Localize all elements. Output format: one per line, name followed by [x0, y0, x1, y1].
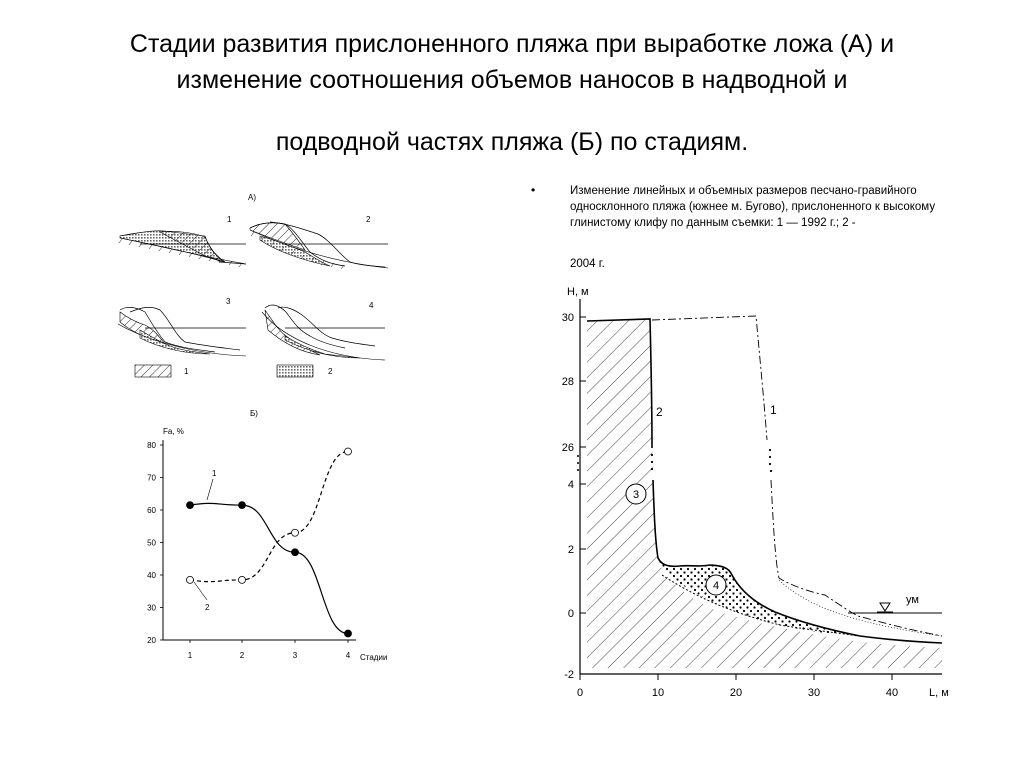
series-line-1: [190, 503, 348, 633]
series-1-point: [345, 630, 352, 637]
y-tick-30: 30: [561, 312, 574, 324]
series-1-leader: [207, 479, 213, 500]
y-tick-4: 4: [567, 479, 574, 491]
beach-profile: [562, 286, 949, 699]
series-2-leader: [194, 582, 207, 600]
x-tick-30: 30: [807, 687, 821, 699]
series-1-point: [292, 549, 299, 556]
series-2-point: [292, 529, 299, 536]
panel-b-label: Б): [250, 409, 258, 418]
stage-3-label: 3: [226, 297, 231, 306]
stage-3-sketch: [118, 297, 246, 356]
y-tick-2: 2: [567, 544, 574, 556]
y-tick-neg2: -2: [564, 669, 574, 681]
y-tick-label: 30: [147, 603, 156, 613]
series-1-point: [239, 502, 246, 509]
x-tick-10: 10: [651, 687, 665, 699]
y-tick-label: 70: [147, 473, 156, 483]
stage-2-sketch: [250, 215, 388, 269]
title-line-1: Стадии развития прислоненного пляжа при выработке ложа (А) и: [129, 30, 895, 58]
profile-ylabel: H, м: [567, 286, 589, 298]
title-line-3: подводной частях пляжа (Б) по стадиям.: [275, 128, 749, 156]
circle-label-4: 4: [712, 580, 720, 592]
panel-b-ticks: [147, 441, 351, 660]
legend-swatch-hatched: [135, 365, 171, 377]
legend-label-1: 1: [184, 367, 189, 376]
y-tick-label: 40: [147, 571, 156, 580]
panel-a-legend: [135, 365, 333, 377]
x-tick-40: 40: [885, 687, 899, 699]
panel-a-label: А): [248, 193, 256, 202]
y-tick-label: 60: [147, 506, 156, 515]
profile-label-2: 2: [656, 405, 663, 419]
figure-caption-year: 2004 г.: [570, 258, 605, 270]
legend-label-2: 2: [328, 367, 333, 376]
profile-label-1: 1: [770, 403, 777, 417]
stage-1-label: 1: [227, 215, 232, 224]
panel-b: [147, 409, 387, 662]
caption-bullet: •: [531, 183, 536, 197]
y-tick-0: 0: [567, 608, 574, 620]
x-tick-label: 4: [345, 651, 351, 660]
x-tick-20: 20: [729, 687, 743, 699]
series-2-point: [239, 576, 246, 583]
y-tick-label: 20: [147, 636, 156, 645]
x-tick-label: 1: [187, 651, 193, 660]
panel-a: [118, 193, 388, 377]
series-1-point: [187, 502, 194, 509]
y-tick-26: 26: [561, 442, 574, 454]
y-tick-label: 50: [147, 538, 156, 548]
series-2-label: 2: [205, 603, 210, 612]
series-1-label: 1: [212, 469, 217, 478]
x-tick-label: 3: [292, 651, 298, 660]
panel-b-ylabel: Fa, %: [163, 427, 184, 436]
panel-b-xlabel: Стадии: [360, 653, 388, 662]
stage-2-label: 2: [366, 215, 371, 224]
profile-xlabel: L, м: [929, 687, 949, 699]
circle-label-3: 3: [632, 489, 640, 501]
title-line-2: изменение соотношения объемов наносов в надводной и: [176, 66, 848, 94]
y-tick-label: 80: [147, 441, 156, 450]
stage-1-sketch: [119, 215, 246, 267]
figure-caption: Изменение линейных и объемных размеров песчано-гравийного односклонного пляжа (южнее м. Бугово), прислоненного к высокому глинистому клифу по данным съемки: 1 — 1992 г.; 2 -: [570, 185, 936, 229]
profile-x-ticks: [577, 674, 898, 699]
series-2-point: [187, 576, 194, 583]
water-level-marker: [880, 603, 890, 611]
y-tick-28: 28: [561, 376, 574, 388]
series-2-point: [345, 448, 352, 455]
water-level-label: ум: [906, 594, 919, 606]
profile-y-ticks: [562, 312, 586, 681]
stage-4-label: 4: [369, 301, 374, 310]
x-tick-0: 0: [576, 687, 584, 699]
x-tick-label: 2: [239, 651, 245, 660]
stage-4-sketch: [262, 301, 385, 360]
legend-swatch-dotted: [277, 365, 313, 377]
